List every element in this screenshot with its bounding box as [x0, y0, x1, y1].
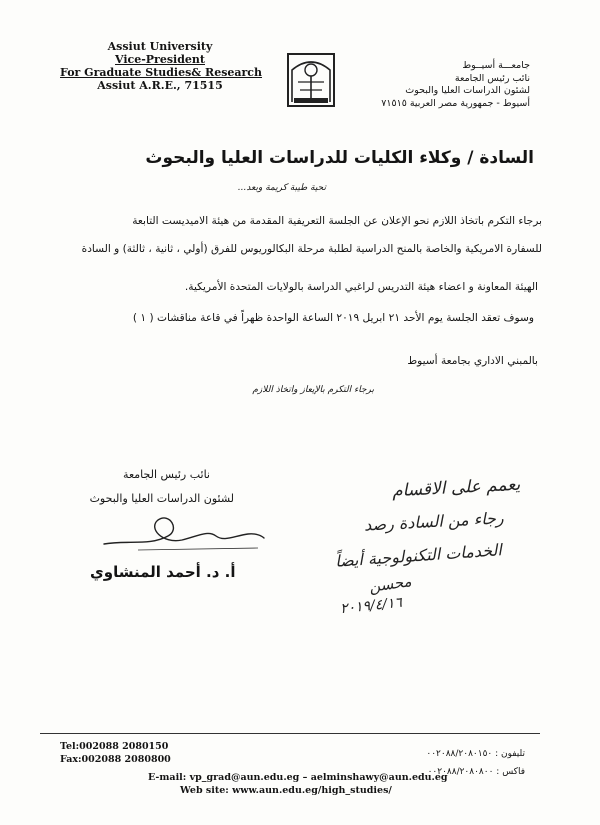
- office-ar: لشئون الدراسات العليا والبحوث: [405, 85, 530, 96]
- handwritten-line-3: الخدمات التكنولوجية أيضاً: [334, 540, 503, 571]
- arabic-letterhead: [330, 60, 530, 110]
- footer-tel-ar: تليفون : ٠٠٢٠٨٨/٢٠٨٠١٥٠: [426, 749, 525, 759]
- handwritten-signature: محسن: [368, 572, 414, 596]
- footer-fax-ar: فاكس : ٠٠٢٠٨٨/٢٠٨٠٨٠٠: [427, 767, 525, 777]
- handwritten-line-2: رجاء من السادة رصد: [363, 508, 505, 535]
- greeting: تحية طيبة كريمة وبعد...: [237, 183, 326, 193]
- signature-scribble-icon: [98, 500, 268, 560]
- signatory-title-1: نائب رئيس الجامعة: [123, 468, 210, 481]
- body-line-2: للسفارة الامريكية والخاصة بالمنح الدراسية لطلبة مرحلة البكالوريوس للفرق (أولي ، ثانية ، ثالثة) و السادة: [81, 243, 542, 255]
- closing-line: برجاء التكرم بالإيعاز واتخاذ اللازم: [252, 385, 374, 395]
- university-name-en: Assiut University: [107, 40, 213, 53]
- footer-email: E-mail: vp_grad@aun.edu.eg – aelminshawy@aun.edu.eg: [148, 772, 448, 783]
- footer-divider: [40, 733, 540, 734]
- vice-president-ar: نائب رئيس الجامعة: [454, 72, 530, 84]
- body-line-5: بالمبني الاداري بجامعة أسيوط: [407, 355, 538, 367]
- signatory-title-2: لشئون الدراسات العليا والبحوث: [89, 492, 234, 505]
- footer-fax: Fax:002088 2080800: [60, 754, 171, 765]
- address-ar: أسيوط - جمهورية مصر العربية ٧١٥١٥: [381, 97, 530, 109]
- vice-president-en: Vice-President: [115, 53, 205, 66]
- footer-tel: Tel:002088 2080150: [60, 741, 169, 752]
- body-line-1: برجاء التكرم باتخاذ اللازم نحو الإعلان عن الجلسة التعريفية المقدمة من هيئة الاميديست التابعة: [132, 215, 542, 227]
- english-letterhead: [60, 40, 263, 92]
- body-line-4: وسوف تعقد الجلسة يوم الأحد ٢١ ابريل ٢٠١٩ الساعة الواحدة ظهراً في قاعة مناقشات ( ١ ): [132, 312, 534, 324]
- handwritten-line-1: يعمم على الاقسام: [391, 474, 521, 502]
- office-en: For Graduate Studies& Research: [60, 66, 263, 79]
- body-line-3: الهيئة المعاونة و اعضاء هيئة التدريس لراغبي الدراسة بالولايات المتحدة الأمريكية.: [184, 281, 538, 293]
- address-en: Assiut A.R.E., 71515: [97, 79, 223, 92]
- university-name-ar: جامعـــة أسيــوط: [462, 60, 530, 71]
- signatory-name: أ. د. أحمد المنشاوي: [90, 563, 236, 581]
- handwritten-date: ٢٠١٩/٤/١٦: [339, 594, 403, 618]
- addressee-title: السادة / وكلاء الكليات للدراسات العليا والبحوث: [145, 148, 534, 168]
- footer-website: Web site: www.aun.edu.eg/high_studies/: [180, 785, 392, 796]
